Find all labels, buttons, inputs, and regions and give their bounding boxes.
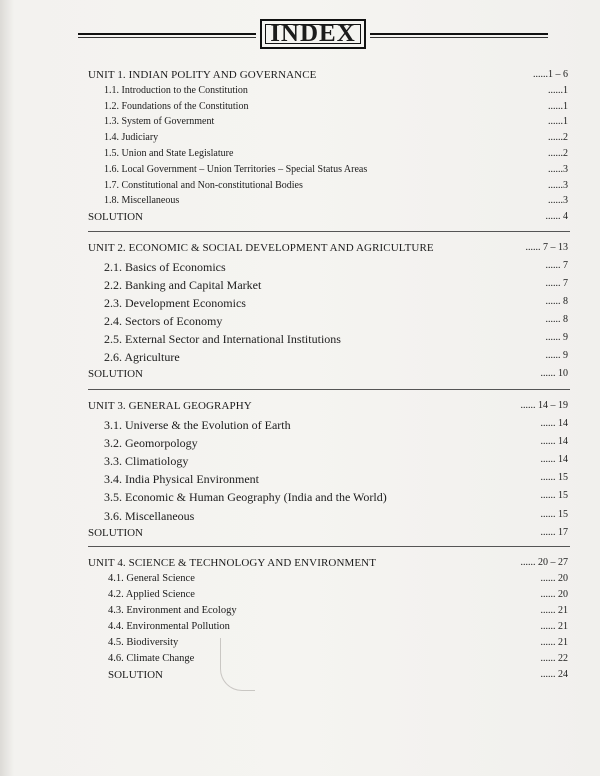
entry-label: 3.4. India Physical Environment bbox=[104, 472, 259, 487]
entry-page: ...... 7 bbox=[545, 278, 568, 289]
toc-entry bbox=[88, 653, 568, 669]
entry-page: ...... 7 bbox=[545, 260, 568, 271]
entry-page: ...... 20 bbox=[540, 589, 568, 600]
entry-label: 3.3. Climatiology bbox=[104, 454, 189, 469]
solution-page: ...... 17 bbox=[540, 526, 568, 538]
solution-label: SOLUTION bbox=[88, 211, 143, 224]
solution-row bbox=[88, 669, 568, 685]
entry-label: 2.2. Banking and Capital Market bbox=[104, 278, 262, 292]
toc-entry bbox=[88, 180, 568, 196]
toc-entry bbox=[88, 454, 568, 472]
solution-label: SOLUTION bbox=[88, 368, 143, 380]
entry-page: ...... 14 bbox=[540, 418, 568, 430]
unit-4-section bbox=[88, 557, 568, 685]
entry-page: ...... 9 bbox=[545, 332, 568, 343]
unit-1-pages: ......1 – 6 bbox=[533, 69, 568, 80]
solution-label: SOLUTION bbox=[88, 526, 143, 539]
entry-page: ......2 bbox=[548, 147, 568, 159]
section-divider bbox=[88, 389, 570, 390]
toc-entry bbox=[88, 332, 568, 350]
toc-entry bbox=[88, 350, 568, 368]
entry-label: 1.8. Miscellaneous bbox=[104, 195, 180, 207]
solution-page: ...... 4 bbox=[545, 211, 568, 223]
entry-page: ...... 15 bbox=[540, 508, 568, 520]
entry-page: ...... 22 bbox=[540, 653, 568, 664]
toc-entry bbox=[88, 605, 568, 621]
index-title: INDEX bbox=[270, 20, 356, 47]
toc-entry bbox=[88, 260, 568, 278]
entry-page: ......1 bbox=[548, 116, 568, 128]
toc-entry bbox=[88, 573, 568, 589]
entry-page: ...... 15 bbox=[540, 472, 568, 484]
unit-3-title: UNIT 3. GENERAL GEOGRAPHY bbox=[88, 400, 252, 412]
entry-label: 3.5. Economic & Human Geography (India and the World) bbox=[104, 490, 387, 505]
entry-label: 1.4. Judiciary bbox=[104, 132, 159, 144]
toc-entry bbox=[88, 314, 568, 332]
entry-label: 3.2. Geomorpology bbox=[104, 436, 198, 451]
entry-page: ...... 15 bbox=[540, 490, 568, 502]
entry-label: 2.5. External Sector and International Institutions bbox=[104, 332, 341, 346]
entry-label: 4.1. General Science bbox=[108, 573, 195, 584]
index-header bbox=[78, 14, 548, 54]
entry-page: ...... 21 bbox=[540, 605, 568, 616]
entry-label: 4.4. Environmental Pollution bbox=[108, 621, 230, 632]
entry-label: 2.3. Development Economics bbox=[104, 296, 246, 310]
entry-page: ...... 14 bbox=[540, 436, 568, 448]
entry-page: ...... 21 bbox=[540, 621, 568, 632]
entry-page: ...... 8 bbox=[545, 296, 568, 307]
unit-3-heading-row bbox=[88, 400, 568, 418]
section-divider bbox=[88, 231, 570, 232]
entry-label: 1.1. Introduction to the Constitution bbox=[104, 84, 248, 96]
entry-label: 1.2. Foundations of the Constitution bbox=[104, 100, 249, 112]
toc-entry bbox=[88, 195, 568, 211]
entry-label: 3.1. Universe & the Evolution of Earth bbox=[104, 418, 291, 433]
toc-entry bbox=[88, 418, 568, 436]
entry-page: ......2 bbox=[548, 132, 568, 144]
unit-4-pages: ...... 20 – 27 bbox=[520, 557, 568, 568]
toc-entry bbox=[88, 490, 568, 508]
entry-label: 4.6. Climate Change bbox=[108, 653, 195, 664]
toc-entry bbox=[88, 621, 568, 637]
solution-page: ...... 10 bbox=[540, 368, 568, 379]
toc-entry bbox=[88, 132, 568, 148]
section-divider bbox=[88, 546, 570, 547]
entry-label: 1.6. Local Government – Union Territories – Special Status Areas bbox=[104, 163, 368, 175]
entry-page: ......1 bbox=[548, 84, 568, 96]
paper-crease-mark bbox=[220, 638, 255, 691]
toc-entry bbox=[88, 116, 568, 132]
toc-entry bbox=[88, 148, 568, 164]
entry-page: ......3 bbox=[548, 163, 568, 175]
entry-label: 3.6. Miscellaneous bbox=[104, 508, 195, 523]
solution-row bbox=[88, 211, 568, 227]
unit-1-title: UNIT 1. INDIAN POLITY AND GOVERNANCE bbox=[88, 69, 317, 81]
unit-2-heading-row bbox=[88, 242, 568, 260]
unit-1-section bbox=[88, 69, 568, 227]
toc-entry bbox=[88, 637, 568, 653]
entry-label: 2.4. Sectors of Economy bbox=[104, 314, 223, 328]
unit-2-title: UNIT 2. ECONOMIC & SOCIAL DEVELOPMENT AND AGRICULTURE bbox=[88, 242, 434, 254]
unit-2-pages: ...... 7 – 13 bbox=[525, 242, 568, 253]
unit-1-heading-row bbox=[88, 69, 568, 85]
solution-row bbox=[88, 527, 568, 545]
entry-page: ......1 bbox=[548, 100, 568, 112]
solution-label: SOLUTION bbox=[108, 669, 163, 681]
unit-4-title: UNIT 4. SCIENCE & TECHNOLOGY AND ENVIRONMENT bbox=[88, 557, 377, 569]
header-rule-right bbox=[370, 33, 548, 35]
entry-page: ......3 bbox=[548, 195, 568, 207]
entry-label: 1.7. Constitutional and Non-constitutional Bodies bbox=[104, 179, 303, 191]
entry-page: ......3 bbox=[548, 179, 568, 191]
header-rule-left bbox=[78, 33, 256, 35]
toc-entry bbox=[88, 85, 568, 101]
unit-3-pages: ...... 14 – 19 bbox=[520, 400, 568, 411]
entry-page: ...... 21 bbox=[540, 637, 568, 648]
entry-page: ...... 9 bbox=[545, 350, 568, 361]
toc-entry bbox=[88, 509, 568, 527]
entry-page: ...... 20 bbox=[540, 573, 568, 584]
entry-label: 2.1. Basics of Economics bbox=[104, 260, 226, 274]
entry-label: 4.3. Environment and Ecology bbox=[108, 605, 237, 616]
toc-entry bbox=[88, 472, 568, 490]
toc-entry bbox=[88, 101, 568, 117]
unit-4-heading-row bbox=[88, 557, 568, 573]
unit-3-section bbox=[88, 400, 568, 545]
entry-label: 2.6. Agriculture bbox=[104, 350, 180, 364]
toc-entry bbox=[88, 296, 568, 314]
toc-entry bbox=[88, 436, 568, 454]
entry-label: 4.2. Applied Science bbox=[108, 589, 195, 600]
entry-page: ...... 8 bbox=[545, 314, 568, 325]
solution-row bbox=[88, 368, 568, 386]
entry-page: ...... 14 bbox=[540, 454, 568, 466]
unit-2-section bbox=[88, 242, 568, 386]
toc-entry bbox=[88, 164, 568, 180]
entry-label: 4.5. Biodiversity bbox=[108, 637, 179, 648]
index-title-box bbox=[260, 19, 366, 49]
entry-label: 1.3. System of Government bbox=[104, 116, 215, 128]
entry-label: 1.5. Union and State Legislature bbox=[104, 147, 234, 159]
toc-entry bbox=[88, 278, 568, 296]
toc-entry bbox=[88, 589, 568, 605]
solution-page: ...... 24 bbox=[540, 669, 568, 680]
